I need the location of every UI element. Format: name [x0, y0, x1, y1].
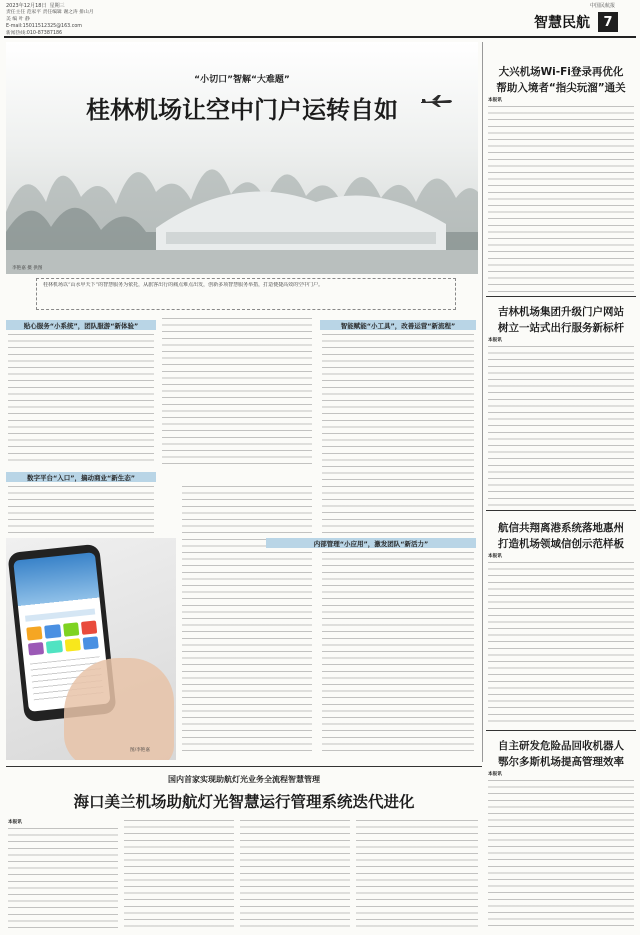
bottom-body-col-2 — [124, 820, 234, 928]
body-col-1b — [8, 486, 154, 534]
masthead-credits: 责任主任 范家平 责任编辑 谢之涛 排山月 — [6, 10, 94, 15]
right-story-3-byline: 本报讯 — [488, 554, 502, 559]
bottom-kicker: 国内首家实现助航灯光业务全流程智慧管理 — [168, 775, 320, 784]
right-story-1-title-1: 大兴机场Wi-Fi登录再优化 — [498, 66, 624, 78]
right-story-2-byline: 本报讯 — [488, 338, 502, 343]
right-story-4-title-2: 鄂尔多斯机场提高管理效率 — [498, 756, 624, 768]
right-story-2-title-1: 吉林机场集团升级门户网站 — [498, 306, 624, 318]
right-story-4-body — [488, 780, 634, 930]
section-header — [520, 12, 636, 32]
subhead-2: 数字平台“入口”，搞动商业“新生态” — [26, 474, 136, 482]
bottom-byline: 本报讯 — [8, 820, 22, 825]
masthead-phone: 新闻热线:010-87387186 — [6, 31, 63, 36]
main-hero — [6, 42, 478, 274]
body-col-3 — [322, 334, 474, 534]
body-col-3b — [322, 552, 474, 756]
bottom-body-col-3 — [240, 820, 350, 928]
masthead-date: 2023年12月18日 星期三 — [6, 3, 65, 9]
paper-name: 中国民航报 — [590, 3, 616, 9]
body-col-2b — [182, 486, 312, 756]
right-story-3-title-1: 航信共翔离港系统落地惠州 — [498, 522, 624, 534]
bottom-story-rule — [6, 766, 482, 767]
right-rule-3 — [486, 730, 636, 731]
body-col-2 — [162, 318, 312, 464]
phone-photo — [6, 538, 176, 760]
masthead-email: E-mail:15011512325@163.com — [6, 24, 82, 29]
right-story-3-body — [488, 562, 634, 722]
main-kicker: “小切口”智解“大难题” — [194, 75, 290, 85]
right-story-1-title-2: 帮助入境者“指尖玩溜”通关 — [496, 82, 626, 94]
phone-photo-credit: 图/李艳嘉 — [130, 748, 150, 753]
right-story-4-title-1: 自主研发危险品回收机器人 — [498, 740, 624, 752]
hand-shape — [64, 658, 174, 760]
page-number: 7 — [598, 12, 618, 32]
right-column — [486, 42, 636, 768]
masthead-art: 美 编 叶 静 — [6, 17, 30, 22]
section-title: 智慧民航 — [534, 15, 590, 31]
lead-box — [36, 278, 456, 310]
lead-text: 桂林机场以“山水甲天下”的智慧服务为依托，从旅客出行的痛点难点出发，创新多项智慧服务举措，打造便捷高效的空中门户。 — [43, 282, 324, 288]
body-col-1 — [8, 334, 154, 464]
hero-photo-credit: 李艳嘉 摄 供图 — [12, 266, 43, 271]
karst-mountains-illustration — [6, 132, 478, 274]
right-story-1-body — [488, 106, 634, 292]
subhead-1: 贴心服务“小系统”，团队服游“新体验” — [23, 322, 139, 330]
right-rule-2 — [486, 510, 636, 511]
right-rule-1 — [486, 296, 636, 297]
main-title: 桂林机场让空中门户运转自如 — [86, 96, 398, 124]
right-story-2-body — [488, 346, 634, 506]
masthead — [0, 0, 640, 38]
masthead-rule — [4, 36, 636, 38]
subhead-3: 智能赋能“小工具”，改善运营“新流程” — [340, 322, 456, 330]
right-story-4-byline: 本报讯 — [488, 772, 502, 777]
subhead-4: 内部管理“小应用”，激发团队“新活力” — [313, 540, 429, 548]
main-body — [6, 316, 478, 766]
right-story-3-title-2: 打造机场领域信创示范样板 — [498, 538, 624, 550]
right-story-2-title-2: 树立一站式出行服务新标杆 — [498, 322, 624, 334]
bottom-body-col-1 — [8, 828, 118, 928]
column-divider — [482, 42, 483, 762]
bottom-body-col-4 — [356, 820, 478, 928]
right-story-1-byline: 本报讯 — [488, 98, 502, 103]
bottom-title: 海口美兰机场助航灯光智慧运行管理系统迭代进化 — [73, 793, 415, 811]
